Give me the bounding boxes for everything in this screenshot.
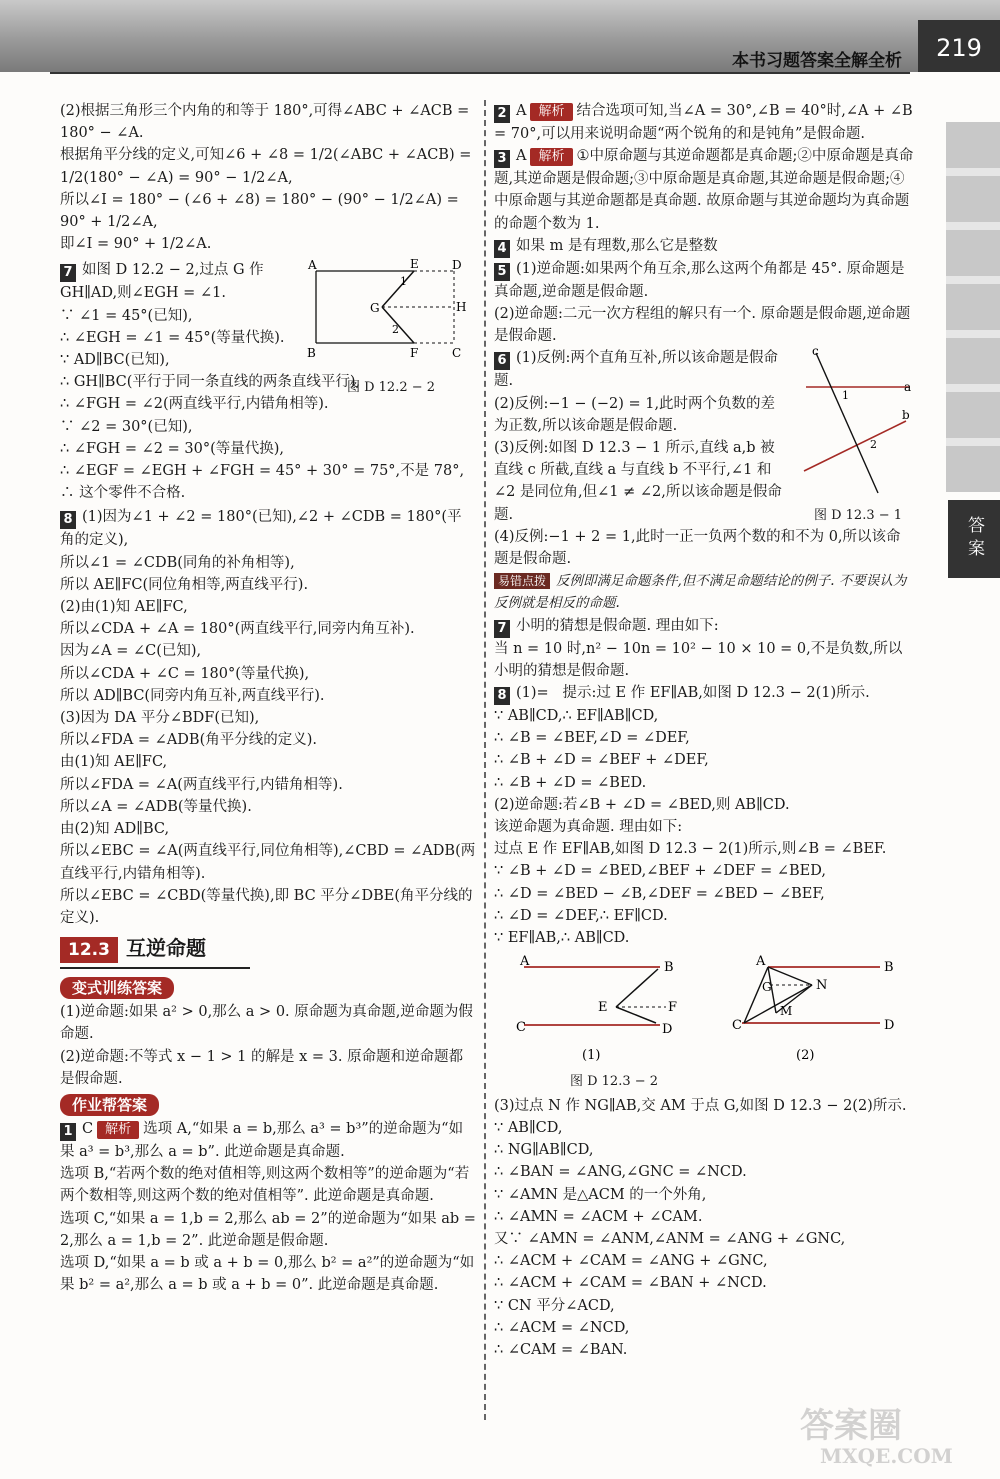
text-line: ∵ AD∥BC(已知), [60,352,170,369]
text-line: (4)反例:−1 + 2 = 1,此时一正一负两个数的和不为 0,所以该命题是假命题. [494,528,901,568]
label-E: E [410,259,419,272]
question-number: 7 [494,620,510,638]
analysis-tag: 解析 [97,1121,139,1139]
label-N: N [816,978,828,994]
text-line: ∴ ∠ACM = ∠NCD, [494,1319,630,1336]
label-c: c [812,347,819,359]
question-number: 1 [60,1123,76,1141]
text-line: GH∥AD,则∠EGH = ∠1. [60,285,226,302]
figure-caption: 图 D 12.3 − 2 [569,1073,659,1089]
text-line: ∵ ∠B + ∠D = ∠BED,∠BEF + ∠DEF = ∠BED, [494,863,826,880]
text-line: 即∠I = 90° + 1/2∠A. [60,236,212,253]
analysis-tag: 解析 [530,103,572,121]
text-line: 所以∠EBC = ∠CBD(等量代换),即 BC 平分∠DBE(角平分线的定义). [60,887,473,926]
text-line: 因为∠A = ∠C(已知), [60,643,202,660]
text-line: ∴ ∠B = ∠BEF,∠D = ∠DEF, [494,730,690,747]
text-line: 当 n = 10 时,n² − 10n = 10² − 10 × 10 = 0,不是负数,所以小明的猜想是假命题. [494,640,903,679]
figure-d12-3-2-drawing [494,955,904,1063]
text-line: (2)反例:−1 − (−2) = 1,此时两个负数的差为正数,所以该命题是假命题. [494,395,776,434]
label-D: D [662,1022,673,1038]
label-B: B [884,960,894,976]
question-number: 5 [494,263,510,281]
text-line: ∴ 这个零件不合格. [60,485,186,502]
text-line: 由(1)知 AE∥FC, [60,754,168,771]
text-line: ∴ ∠AMN = ∠ACM + ∠CAM. [494,1208,703,1225]
figure-d12-3-1-drawing [802,347,914,497]
analysis-tag: 解析 [530,148,572,166]
right-column [494,100,918,1361]
text-line: (1)= 提示:过 E 作 EF∥AB,如图 D 12.3 − 2(1)所示. [516,685,870,702]
label-F: F [410,346,419,361]
header-title: 本书习题答案全解全析 [732,51,902,71]
question-number: 4 [494,240,510,258]
label-C: C [516,1020,526,1036]
text-line: ∵ ∠2 = 30°(已知), [60,418,193,435]
text-line: ∴ ∠ACM + ∠CAM = ∠BAN + ∠NCD. [494,1275,767,1292]
text-line: ∴ ∠CAM = ∠BAN. [494,1341,628,1358]
text-line: 过点 E 作 EF∥AB,如图 D 12.3 − 2(1)所示,则∠B = ∠BEF. [494,841,887,858]
label-angle-1: 1 [400,275,407,289]
text-line: 所以∠CDA + ∠A = 180°(两直线平行,同旁内角互补). [60,621,415,638]
figure-caption: 图 D 12.3 − 1 [813,507,903,523]
page-header [0,0,1000,72]
text-line: ∴ ∠BAN = ∠ANG,∠GNC = ∠NCD. [494,1164,747,1181]
text-line: ∴ NG∥AB∥CD, [494,1142,594,1159]
text-line: 所以∠A = ∠ADB(等量代换). [60,798,252,815]
text-line: 选项 B,“若两个数的绝对值相等,则这两个数相等”的逆命题为“若两个数相等,则这两个数的绝对值相等”. 此逆命题是真命题. [60,1166,470,1205]
text-line: 如果 m 是有理数,那么它是整数 [516,237,718,254]
question-number: 6 [494,352,510,370]
text-line: (3)反例:如图 D 12.3 − 1 所示,直线 a,b 被直线 c 所截,直线 a 与直线 b 不平行,∠1 和∠2 是同位角,但∠1 ≠ ∠2,所以该命题是假命题. [494,440,782,523]
watermark-drawing [790,1399,980,1469]
side-tab-answers[interactable]: 答案 [948,500,1000,578]
section-number: 12.3 [60,937,118,963]
figure-d12-2-2-drawing [306,259,476,369]
question-number: 2 [494,105,510,123]
question-number: 8 [494,687,510,705]
text-line: (3)因为 DA 平分∠BDF(已知), [60,710,260,727]
text-line: 由(2)知 AD∥BC, [60,821,170,838]
text-line: ∴ ∠B + ∠D = ∠BEF + ∠DEF, [494,752,709,769]
text-line: (1)逆命题:如果 a² > 0,那么 a > 0. 原命题为真命题,逆命题为假命题. [60,1004,473,1043]
text-line: (1)因为∠1 + ∠2 = 180°(已知),∠2 + ∠CDB = 180°(平角的定义), [60,509,462,549]
text-line: ∴ ∠D = ∠DEF,∴ EF∥CD. [494,907,668,924]
label-E: E [598,1000,608,1016]
text-line: 选项 C,“如果 a = 1,b = 2,那么 ab = 2”的逆命题为“如果 ab = 2,那么 a = 1,b = 2”. 此逆命题是假命题. [60,1210,481,1249]
left-column [60,100,481,1296]
text-line: 选项 D,“如果 a = b 或 a + b = 0,那么 b² = a²”的逆命题为“如果 b² = a²,那么 a = b 或 a + b = 0”. 此逆命题是真命题. [60,1254,475,1294]
figure-d12-2-2 [306,259,476,398]
text-line: ∵ AB∥CD, [494,1119,563,1136]
watermark-logo [790,1399,980,1469]
text-line: 所以∠I = 180° − (∠6 + ∠8) = 180° − (90° − 1/2∠A) = 90° + 1/2∠A, [60,191,464,231]
subfigure-1-label: (1) [582,1048,601,1064]
text-line: 所以∠CDA + ∠C = 180°(等量代换), [60,665,310,682]
question-number: 8 [60,511,76,529]
text-line: ∴ ∠D = ∠BED − ∠B,∠DEF = ∠BED − ∠BEF, [494,885,825,902]
section-title: 互逆命题 [125,936,206,961]
text-line: (2)逆命题:二元一次方程组的解只有一个. 原命题是假命题,逆命题是假命题. [494,306,911,345]
label-G: G [370,301,380,316]
tip-tag: 易错点拨 [494,573,550,589]
label-A: A [756,955,766,970]
figure-d12-3-2 [494,955,914,1092]
question-number: 3 [494,150,510,168]
text-line: ∵ AB∥CD,∴ EF∥AB∥CD, [494,708,659,725]
text-line: 所以 AE∥FC(同位角相等,两直线平行). [60,576,309,593]
question-number: 7 [60,264,76,282]
label-A: A [308,259,317,273]
label-angle-1: 1 [842,389,849,403]
text-line: ∴ ∠EGH = ∠1 = 45°(等量代换). [60,329,285,346]
label-D: D [452,259,462,273]
text-line: ∵ EF∥AB,∴ AB∥CD. [494,930,630,947]
banner-homework-answers: 作业帮答案 [60,1094,159,1116]
text-line: 所以 AD∥BC(同旁内角互补,两直线平行). [60,687,325,704]
figure-d12-3-1 [802,347,914,526]
text-line: 小明的猜想是假命题. 理由如下: [516,617,719,634]
text-line: ∴ ∠B + ∠D = ∠BED. [494,774,647,791]
text-line: ∴ ∠ACM + ∠CAM = ∠ANG + ∠GNC, [494,1253,768,1270]
watermark-text: 答案圈 [800,1406,902,1446]
text-line: (2)根据三角形三个内角的和等于 180°,可得∠ABC + ∠ACB = 180° − ∠A. [60,103,474,142]
label-C: C [452,346,462,361]
label-M: M [780,1004,793,1019]
text-line: (1)逆命题:如果两个角互余,那么这两个角都是 45°. 原命题是真命题,逆命题是假命题. [494,260,905,300]
text-line: 结合选项可知,当∠A = 30°,∠B = 40°时,∠A + ∠B = 70°,可以用来说明命题“两个锐角的和是钝角”是假命题. [494,103,918,142]
watermark-url: MXQE.COM [820,1444,953,1468]
label-B: B [664,960,674,976]
label-H: H [456,300,467,315]
text-line: ∵ ∠1 = 45°(已知), [60,307,193,324]
text-line: 如图 D 12.2 − 2,过点 G 作 [82,262,264,279]
side-tab-strip [946,122,1000,492]
text-line: (2)逆命题:不等式 x − 1 > 1 的解是 x = 3. 原命题和逆命题都是假命题. [60,1048,464,1087]
label-C: C [732,1018,742,1034]
label-F: F [668,1000,678,1016]
page-number: 219 [918,20,1000,72]
text-line: (2)逆命题:若∠B + ∠D = ∠BED,则 AB∥CD. [494,796,790,813]
label-angle-2: 2 [870,438,877,452]
text-line: (3)过点 N 作 NG∥AB,交 AM 于点 G,如图 D 12.3 − 2(2)所示. [494,1097,907,1114]
text-line: ∴ ∠FGH = ∠2 = 30°(等量代换), [60,440,285,457]
banner-variant-answers: 变式训练答案 [60,977,174,999]
answer-letter: C [82,1120,94,1137]
label-b: b [902,408,910,423]
section-heading [60,937,250,969]
h6-block [494,347,914,525]
text-line: 又∵ ∠AMN = ∠ANM,∠ANM = ∠ANG + ∠GNC, [494,1230,846,1247]
header-rule [50,72,910,74]
column-divider [484,100,486,1420]
text-line: (2)由(1)知 AE∥FC, [60,599,188,616]
answer-letter: A [516,148,527,165]
label-A: A [520,955,530,970]
answer-letter: A [516,103,527,119]
text-line: 选项 A,“如果 a = b,那么 a³ = b³”的逆命题为“如果 a³ = b³,那么 a = b”. 此逆命题是真命题. [60,1120,464,1160]
text-line: 所以∠1 = ∠CDB(同角的补角相等), [60,554,295,571]
text-line: 根据角平分线的定义,可知∠6 + ∠8 = 1/2(∠ABC + ∠ACB) = 1/2(180° − ∠A) = 90° − 1/2∠A, [60,147,476,186]
label-D: D [884,1018,895,1034]
subfigure-2-label: (2) [796,1048,815,1064]
label-angle-2: 2 [392,323,399,337]
text-line: ∴ GH∥BC(平行于同一条直线的两条直线平行), [60,374,361,391]
text-line: 所以∠EBC = ∠A(两直线平行,同位角相等),∠CBD = ∠ADB(两直线平行,内错角相等). [60,843,476,882]
label-a: a [904,380,912,395]
label-B: B [307,346,316,361]
text-line: ∴ ∠FGH = ∠2(两直线平行,内错角相等). [60,396,329,413]
text-line: 该逆命题为真命题. 理由如下: [494,819,683,836]
label-G: G [762,980,772,995]
text-line: 所以∠FDA = ∠ADB(角平分线的定义). [60,732,317,749]
text-line: ∵ ∠AMN 是△ACM 的一个外角, [494,1186,707,1203]
text-line: ∴ ∠EGF = ∠EGH + ∠FGH = 45° + 30° = 75°,不是 78°, [60,463,465,480]
text-line: (1)反例:两个直角互补,所以该命题是假命题. [494,350,779,390]
text-line: ①中原命题与其逆命题都是真命题;②中原命题是真命题,其逆命题是假命题;③中原命题是真命题,其逆命题是假命题;④中原命题与其逆命题都是真命题. 故原命题与其逆命题均为真命题的命题个数为 1. [494,148,914,232]
text-line: 所以∠FDA = ∠A(两直线平行,内错角相等). [60,776,343,793]
tip-text: 反例即满足命题条件,但不满足命题结论的例子. 不要误认为反例就是相反的命题. [494,573,907,612]
figure-caption: 图 D 12.2 − 2 [346,379,436,395]
text-line: ∵ CN 平分∠ACD, [494,1297,615,1314]
